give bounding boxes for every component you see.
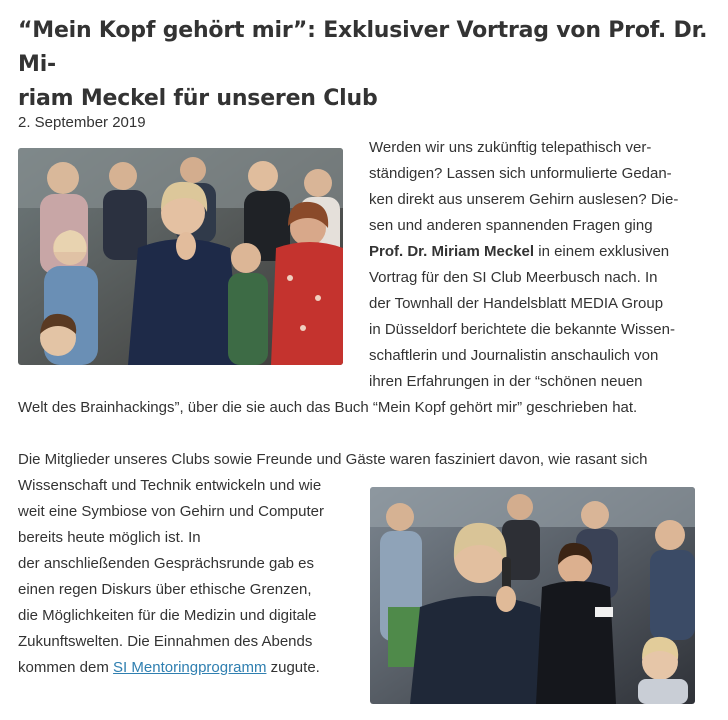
- paragraph-1-line-8: in Düsseldorf berichtete die bekannte Wissen-: [369, 321, 675, 338]
- paragraph-1-line-3: ken direkt aus unserem Gehirn auslesen? Die-: [369, 191, 679, 208]
- paragraph-1-line-9: schaftlerin und Journalistin anschaulich von: [369, 347, 659, 364]
- paragraph-1-line-5: [369, 242, 669, 262]
- post-date: 2. September 2019: [18, 114, 146, 131]
- paragraph-2-line-9-post: zugute.: [266, 659, 320, 676]
- title-line-1: “Mein Kopf gehört mir”: Exklusiver Vortrag von Prof. Dr. Mi-: [18, 18, 708, 77]
- event-photo-discussion[interactable]: [370, 487, 695, 704]
- paragraph-1-line-5-rest: in einem exklusiven: [534, 243, 670, 260]
- paragraph-2-line-4: bereits heute möglich ist. In: [18, 529, 201, 546]
- paragraph-1-line-11: Welt des Brainhackings”, über die sie auch das Buch “Mein Kopf gehört mir” geschrieben hat.: [18, 399, 638, 416]
- paragraph-2-line-7: die Möglichkeiten für die Medizin und digitale: [18, 607, 317, 624]
- paragraph-2-line-9: [18, 658, 320, 678]
- paragraph-2-line-9-pre: kommen dem: [18, 659, 114, 676]
- paragraph-1-line-4: sen und anderen spannenden Fragen ging: [369, 217, 653, 234]
- article-title: [18, 14, 710, 116]
- mentoring-program-link[interactable]: SI Mentoringprogramm: [113, 659, 267, 676]
- paragraph-2-line-5: der anschließenden Gesprächsrunde gab es: [18, 555, 315, 572]
- paragraph-2-line-1: Die Mitglieder unseres Clubs sowie Freunde und Gäste waren fasziniert davon, wie rasant sich: [18, 451, 648, 468]
- paragraph-2-line-3: weit eine Symbiose von Gehirn und Computer: [18, 503, 324, 520]
- title-line-2: riam Meckel für unseren Club: [18, 86, 378, 111]
- paragraph-1-line-6: Vortrag für den SI Club Meerbusch nach. In: [369, 269, 658, 286]
- paragraph-2-line-2: Wissenschaft und Technik entwickeln und wie: [18, 477, 322, 494]
- paragraph-1-line-2: ständigen? Lassen sich unformulierte Gedan-: [369, 165, 672, 182]
- paragraph-1-line-1: Werden wir uns zukünftig telepathisch ver-: [369, 139, 652, 156]
- paragraph-2-line-6: einen regen Diskurs über ethische Grenzen,: [18, 581, 312, 598]
- paragraph-2-line-8: Zukunftswelten. Die Einnahmen des Abends: [18, 633, 313, 650]
- paragraph-1-line-10: ihren Erfahrungen in der “schönen neuen: [369, 373, 643, 390]
- paragraph-1-line-7: der Townhall der Handelsblatt MEDIA Group: [369, 295, 664, 312]
- speaker-name: Prof. Dr. Miriam Meckel: [369, 243, 535, 260]
- event-photo-audience[interactable]: [18, 148, 343, 365]
